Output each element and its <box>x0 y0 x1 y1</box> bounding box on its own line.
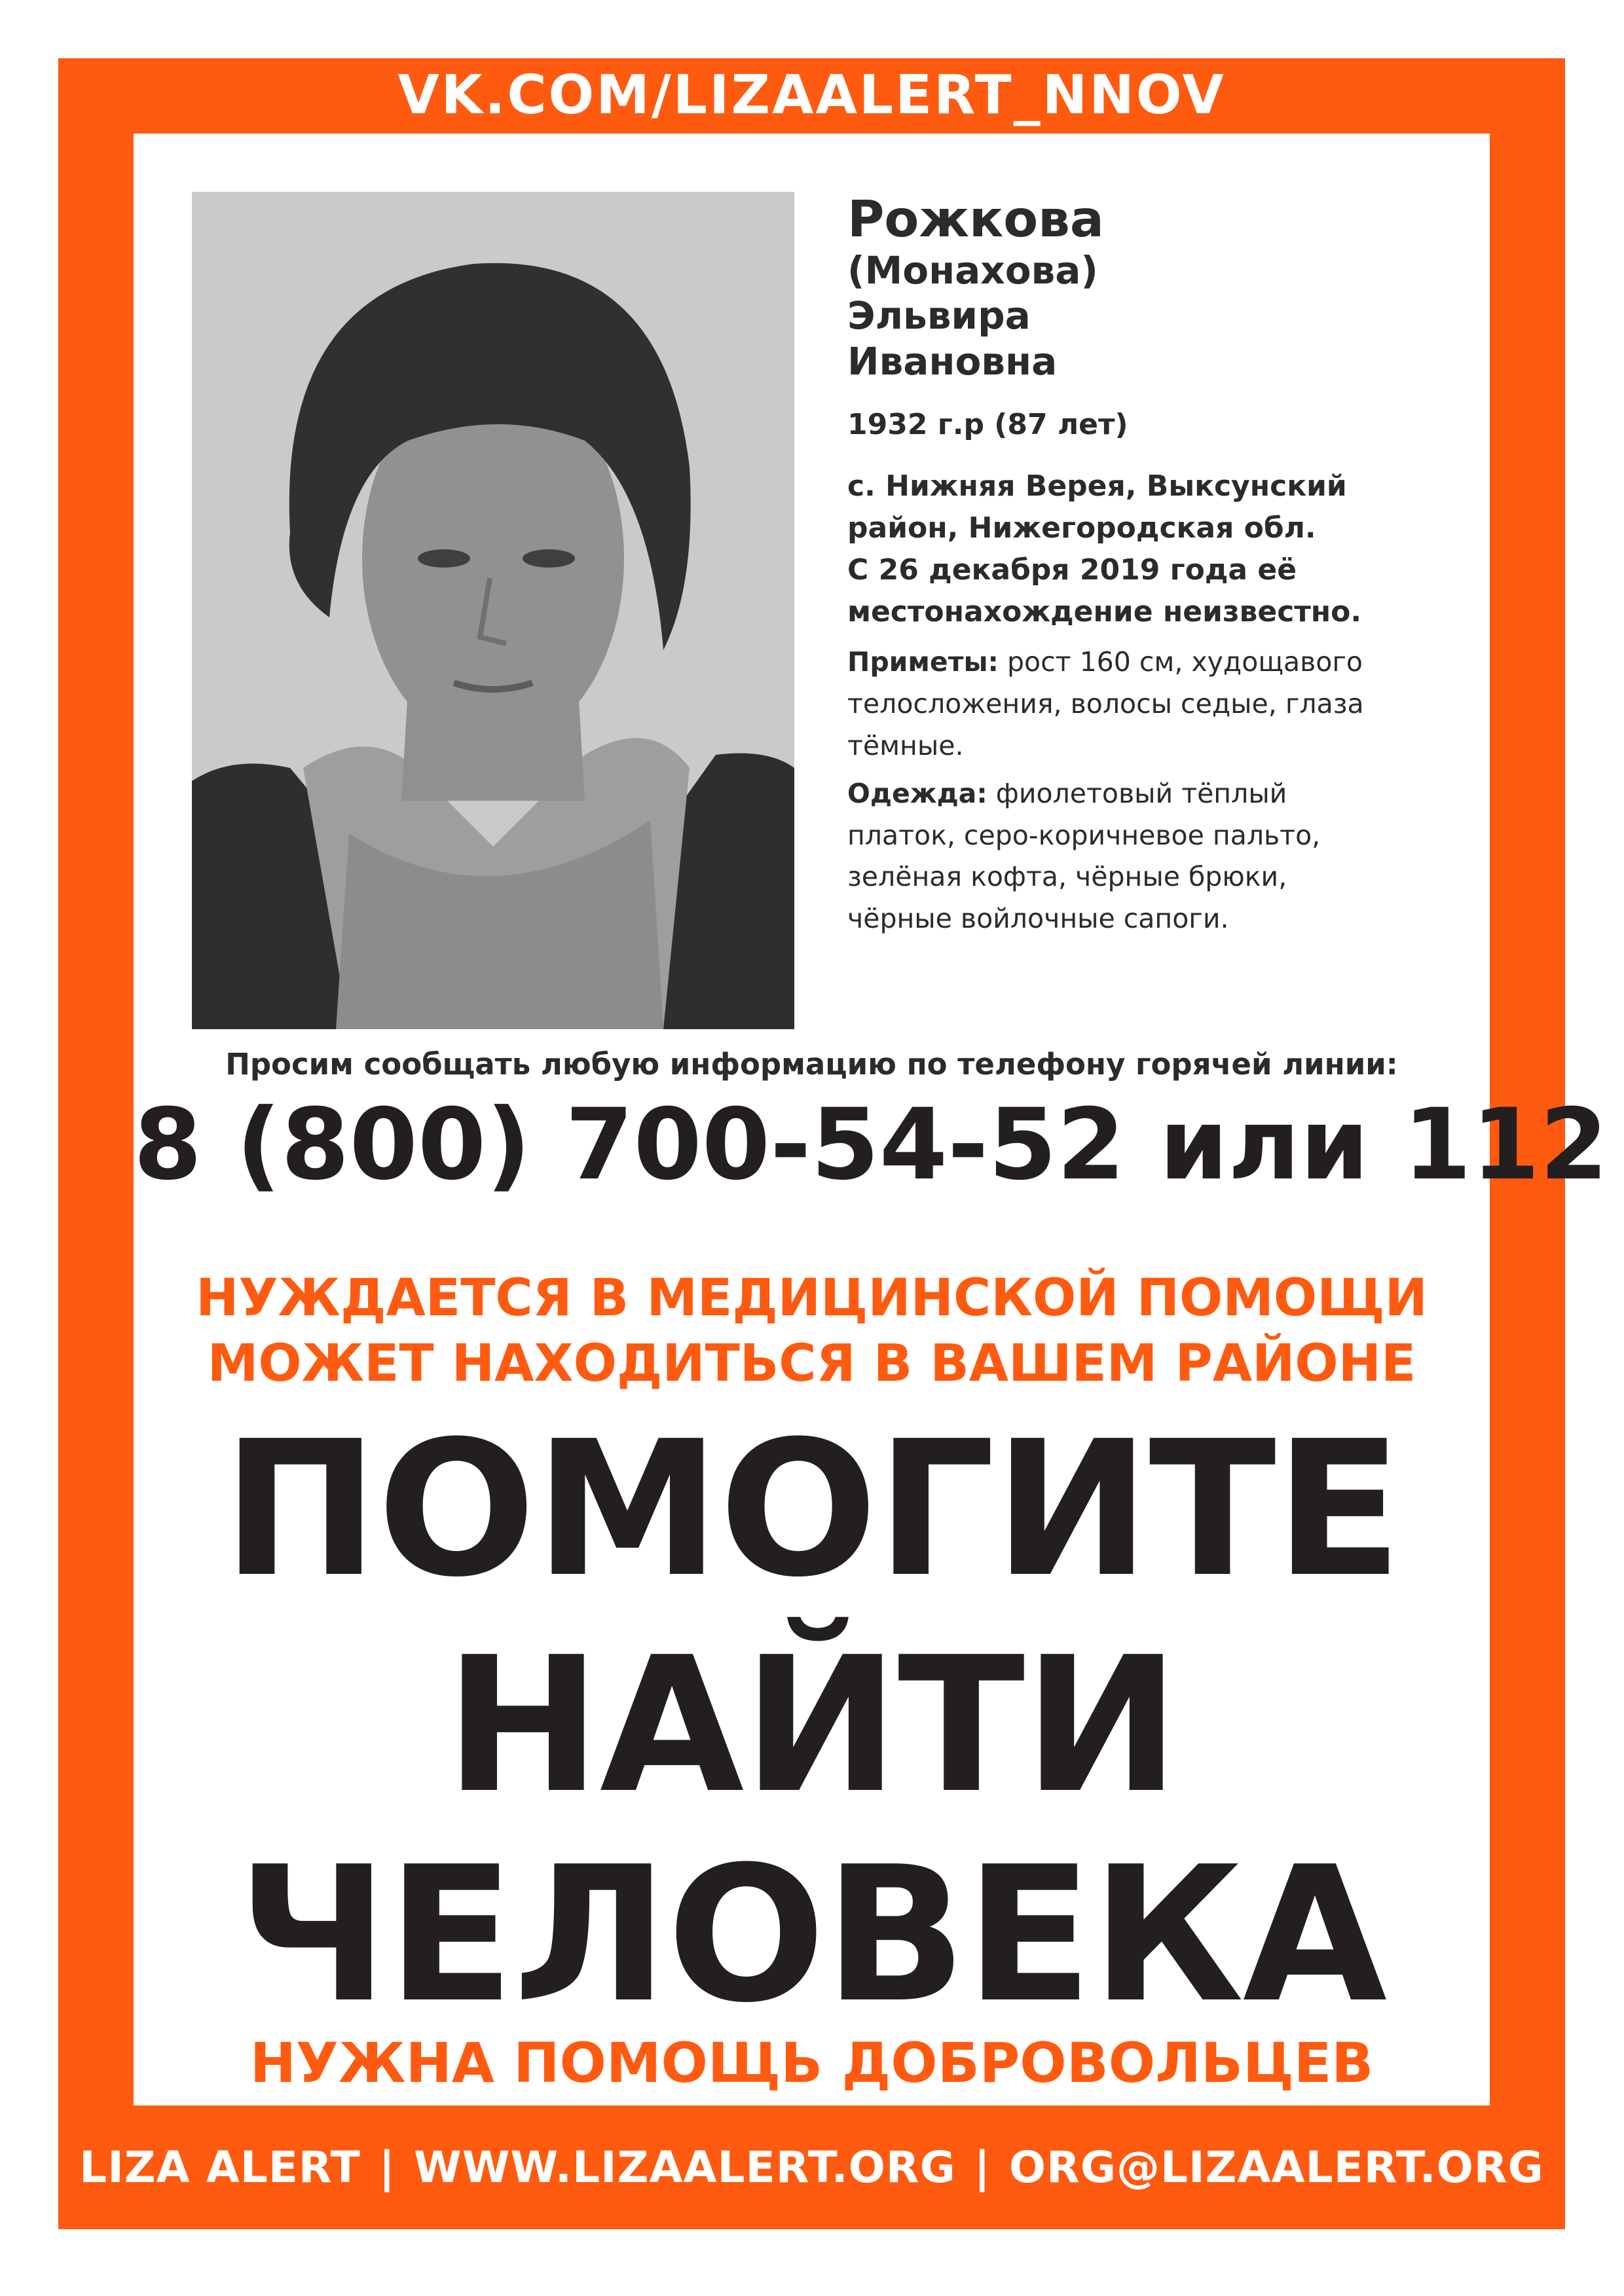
alert-medical: НУЖДАЕТСЯ В МЕДИЦИНСКОЙ ПОМОЩИ <box>196 1269 1428 1328</box>
footer-site-link[interactable]: WWW.LIZAALERT.ORG <box>413 2142 956 2193</box>
footer-separator: | <box>974 2142 991 2193</box>
headline-line-2: НАЙТИ <box>445 1617 1179 1834</box>
person-maiden-name: (Монахова) <box>847 247 1098 293</box>
signs-label: Приметы: <box>847 646 999 678</box>
footer-bar <box>58 2105 1565 2229</box>
signs-line-3: тёмные. <box>847 729 964 761</box>
clothes-text-1: фиолетовый тёплый <box>995 778 1287 810</box>
clothes-line-4: чёрные войлочные сапоги. <box>847 902 1229 934</box>
person-info <box>847 192 1476 939</box>
location-line-2: район, Нижегородская обл. <box>847 511 1316 545</box>
headline-line-1: ПОМОГИТЕ <box>222 1401 1401 1618</box>
poster-frame <box>58 58 1608 2229</box>
person-birth: 1932 г.р (87 лет) <box>847 408 1128 442</box>
footer-org: LIZA ALERT <box>79 2142 361 2193</box>
portrait-image <box>192 192 794 1029</box>
person-first-name: Эльвира <box>847 293 1031 338</box>
missing-person-photo <box>192 192 794 1029</box>
person-surname: Рожкова <box>847 191 1104 249</box>
footer-email-link[interactable]: ORG@LIZAALERT.ORG <box>1008 2142 1544 2193</box>
hotline-phone[interactable]: 8 (800) 700-54-52 или 112 <box>134 1088 1608 1202</box>
missing-line-1: С 26 декабря 2019 года её <box>847 553 1297 587</box>
signs-line-2: телосложения, волосы седые, глаза <box>847 688 1364 720</box>
missing-line-2: местонахождение неизвестно. <box>847 594 1362 629</box>
clothes-line-3: зелёная кофта, чёрные брюки, <box>847 861 1287 893</box>
clothes-line-2: платок, серо-коричневое пальто, <box>847 819 1321 851</box>
poster-sheet <box>134 134 1608 2105</box>
signs-text-1: рост 160 см, худощавого <box>1007 646 1363 678</box>
headline-line-3: ЧЕЛОВЕКА <box>237 1827 1386 2044</box>
header-url[interactable]: VK.COM/LIZAALERT_NNOV <box>397 64 1226 126</box>
footer-separator: | <box>378 2142 396 2193</box>
signs-line-1 <box>847 642 1476 683</box>
hotline-request: Просим сообщать любую информацию по телефону горячей линии: <box>225 1047 1398 1082</box>
clothes-label: Одежда: <box>847 778 987 810</box>
clothes-line-1 <box>847 773 1476 815</box>
alert-area: МОЖЕТ НАХОДИТЬСЯ В ВАШЕМ РАЙОНЕ <box>207 1334 1416 1393</box>
location-line-1: с. Нижняя Верея, Выксунский <box>847 469 1347 503</box>
person-patronymic: Ивановна <box>847 338 1058 384</box>
volunteers-needed: НУЖНА ПОМОЩЬ ДОБРОВОЛЬЦЕВ <box>249 2031 1374 2095</box>
